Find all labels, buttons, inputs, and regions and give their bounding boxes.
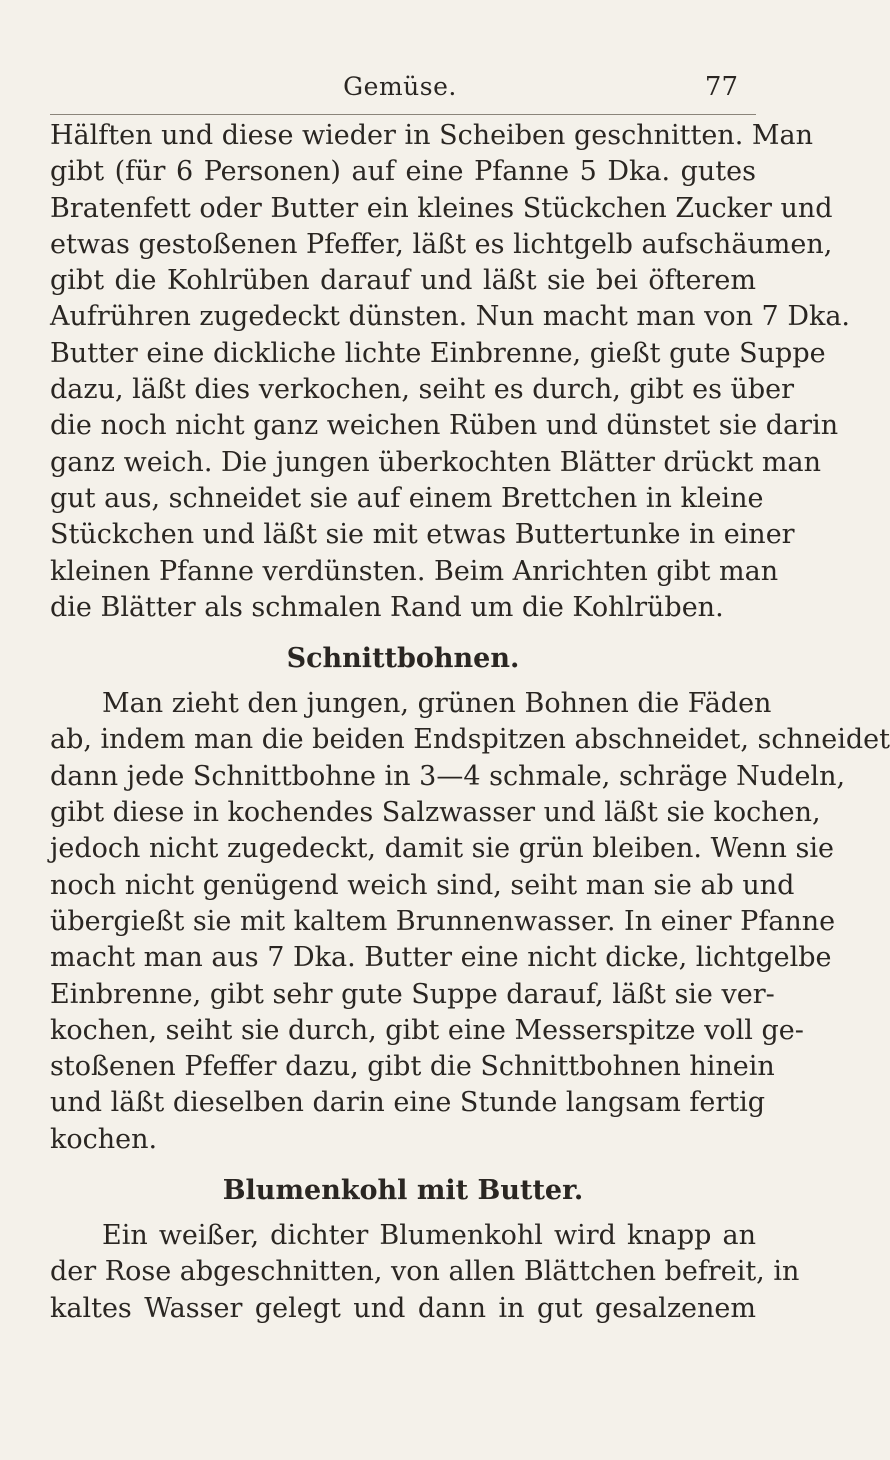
text-line: kochen, seiht sie durch, gibt eine Messerspitze voll ge-: [50, 1014, 804, 1046]
text-line: noch nicht genügend weich sind, seiht man sie ab und: [50, 869, 795, 901]
text-line: Stückchen und läßt sie mit etwas Buttertunke in einer: [50, 519, 795, 551]
text-line: Ein weißer, dichter Blumenkohl wird knapp an: [102, 1220, 756, 1252]
text-line: kleinen Pfanne verdünsten. Beim Anrichten gibt man: [50, 555, 779, 587]
text-line: kochen.: [50, 1123, 158, 1155]
text-line: und läßt dieselben darin eine Stunde langsam fertig: [50, 1087, 766, 1119]
running-head: [0, 72, 800, 108]
text-line: etwas gestoßenen Pfeffer, läßt es lichtgelb aufschäumen,: [50, 228, 833, 260]
text-line: macht man aus 7 Dka. Butter eine nicht dicke, lichtgelbe: [50, 942, 832, 974]
section-heading-schnittbohnen: Schnittbohnen.: [286, 643, 520, 675]
text-line: Einbrenne, gibt sehr gute Suppe darauf, läßt sie ver-: [50, 978, 775, 1010]
section-heading-blumenkohl: Blumenkohl mit Butter.: [222, 1175, 584, 1207]
text-line: gibt die Kohlrüben darauf und läßt sie bei öfterem: [50, 265, 756, 297]
page-title: Gemüse.: [343, 72, 457, 101]
text-line: ganz weich. Die jungen überkochten Blätter drückt man: [50, 446, 822, 478]
text-line: jedoch nicht zugedeckt, damit sie grün bleiben. Wenn sie: [50, 833, 834, 865]
text-line: übergießt sie mit kaltem Brunnenwasser. In einer Pfanne: [50, 905, 836, 937]
text-line: kaltes Wasser gelegt und dann in gut gesalzenem: [50, 1292, 756, 1324]
text-line: Aufrühren zugedeckt dünsten. Nun macht man von 7 Dka.: [50, 301, 851, 333]
text-line: gut aus, schneidet sie auf einem Brettchen in kleine: [50, 482, 764, 514]
text-line: dazu, läßt dies verkochen, seiht es durch, gibt es über: [50, 374, 795, 406]
text-line: ab, indem man die beiden Endspitzen abschneidet, schneidet: [50, 724, 890, 756]
text-line: die noch nicht ganz weichen Rüben und dünstet sie darin: [50, 410, 839, 442]
header-rule: [50, 114, 756, 115]
text-line: stoßenen Pfeffer dazu, gibt die Schnittbohnen hinein: [50, 1051, 775, 1083]
recipe-blumenkohl: [50, 1218, 800, 1327]
paragraph-continued: [50, 118, 851, 626]
recipe-schnittbohnen: [50, 686, 890, 1158]
text-line: gibt diese in kochendes Salzwasser und läßt sie kochen,: [50, 797, 821, 829]
text-line: gibt (für 6 Personen) auf eine Pfanne 5 Dka. gutes: [50, 156, 756, 188]
text-line: Butter eine dickliche lichte Einbrenne, gießt gute Suppe: [50, 337, 826, 369]
body-text: [50, 118, 890, 1327]
text-line: Hälften und diese wieder in Scheiben geschnitten. Man: [50, 120, 813, 151]
text-line: dann jede Schnittbohne in 3—4 schmale, schräge Nudeln,: [50, 760, 846, 792]
text-line: Man zieht den jungen, grünen Bohnen die Fäden: [102, 688, 772, 720]
text-line: die Blätter als schmalen Rand um die Kohlrüben.: [50, 591, 724, 623]
text-line: Bratenfett oder Butter ein kleines Stückchen Zucker und: [50, 192, 833, 224]
text-line: der Rose abgeschnitten, von allen Blättchen befreit, in: [50, 1256, 800, 1288]
page-number: 77: [704, 72, 738, 102]
